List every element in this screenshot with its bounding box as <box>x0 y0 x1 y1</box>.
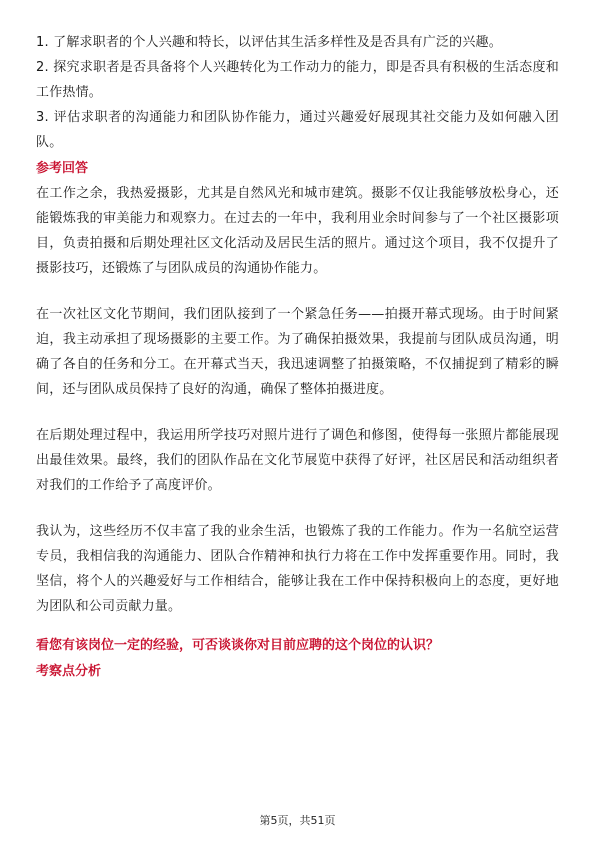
answer-paragraph-1: 在工作之余，我热爱摄影，尤其是自然风光和城市建筑。摄影不仅让我能够放松身心，还能锻炼我的审美能力和观察力。在过去的一年中，我利用业余时间参与了一个社区摄影项目，负责拍摄和后期处理社区文化活动及居民生活的照片。通过这个项目，我不仅提升了摄影技巧，还锻炼了与团队成员的沟通协作能力。 <box>36 186 559 276</box>
answer-paragraph-3: 在后期处理过程中，我运用所学技巧对照片进行了调色和修图，使得每一张照片都能展现出最佳效果。最终，我们的团队作品在文化节展览中获得了好评，社区居民和活动组织者对我们的工作给予了高度评价。 <box>36 428 559 493</box>
answer-paragraph-2: 在一次社区文化节期间，我们团队接到了一个紧急任务——拍摄开幕式现场。由于时间紧迫，我主动承担了现场摄影的主要工作。为了确保拍摄效果，我提前与团队成员沟通，明确了各自的任务和分工。在开幕式当天，我迅速调整了拍摄策略，不仅捕捉到了精彩的瞬间，还与团队成员保持了良好的沟通，确保了整体拍摄进度。 <box>36 307 559 397</box>
next-question-heading: 看您有该岗位一定的经验，可否谈谈你对目前应聘的这个岗位的认识？ <box>36 638 440 653</box>
page-number: 第5页，共51页 <box>259 814 336 827</box>
analysis-point-2: 2. 探究求职者是否具备将个人兴趣转化为工作动力的能力，即是否具有积极的生活态度和工作热情。 <box>36 60 559 100</box>
answer-paragraph-4: 我认为，这些经历不仅丰富了我的业余生活，也锻炼了我的工作能力。作为一名航空运营专员，我相信我的沟通能力、团队合作精神和执行力将在工作中发挥重要作用。同时，我坚信，将个人的兴趣爱好与工作相结合，能够让我在工作中保持积极向上的态度，更好地为团队和公司贡献力量。 <box>36 524 559 614</box>
reference-answer-heading: 参考回答 <box>36 161 89 176</box>
analysis-point-1: 1. 了解求职者的个人兴趣和特长，以评估其生活多样性及是否具有广泛的兴趣。 <box>36 35 502 50</box>
analysis-point-3: 3. 评估求职者的沟通能力和团队协作能力，通过兴趣爱好展现其社交能力及如何融入团队。 <box>36 110 559 150</box>
analysis-heading: 考察点分析 <box>36 664 102 679</box>
document-page <box>36 30 559 684</box>
